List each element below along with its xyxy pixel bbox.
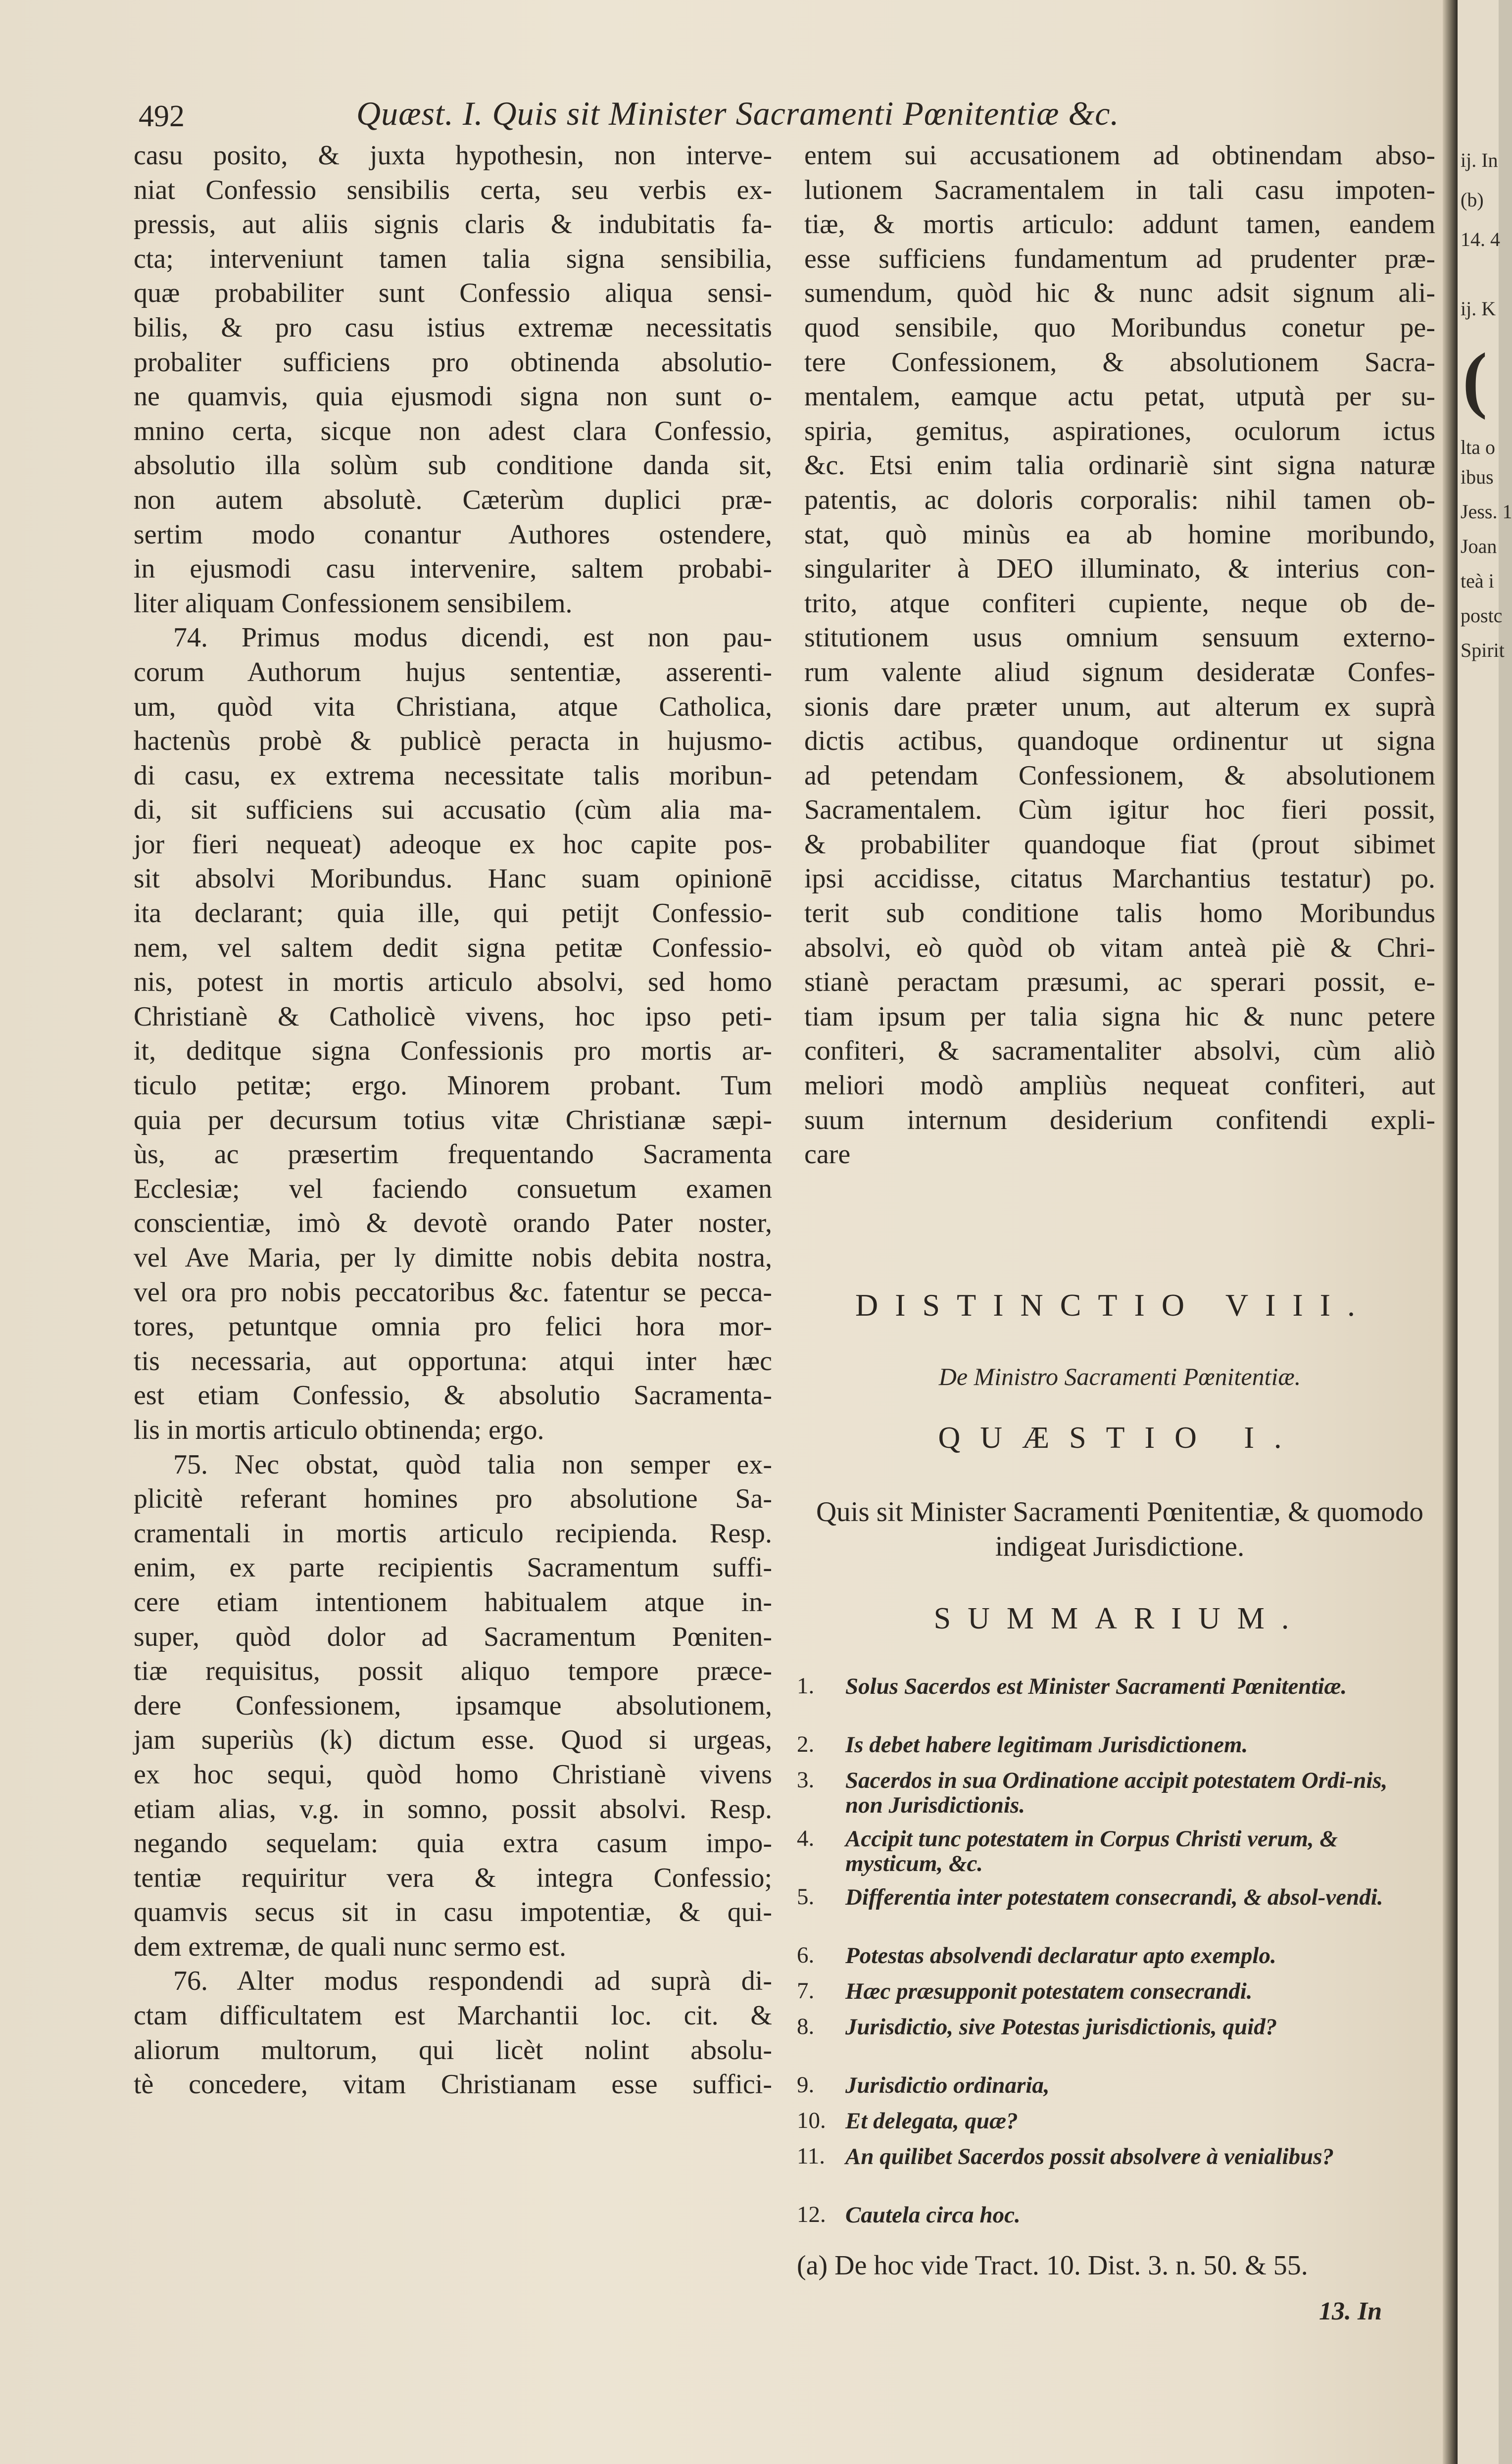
- summary-item: [797, 2009, 1435, 2067]
- summary-item-text: An quilibet Sacerdos possit absolvere à venialibus?: [845, 2144, 1334, 2169]
- text-line: jor fieri nequeat) adeoque ex hoc capite pos-: [134, 829, 772, 860]
- text-line: cere etiam intentionem habitualem atque in-: [134, 1586, 772, 1618]
- distinctio-heading: DISTINCTIO VIII.: [855, 1287, 1372, 1323]
- text-line: ad petendam Confessionem, & absolutionem: [804, 760, 1435, 791]
- right-text-column: [804, 139, 1435, 1172]
- text-line: tere Confessionem, & absolutionem Sacra-: [804, 346, 1435, 378]
- summary-item-number: 12.: [797, 2202, 826, 2227]
- text-line: niat Confessio sensibilis certa, seu verbis ex-: [134, 174, 772, 205]
- distinctio-subheading: De Ministro Sacramenti Pœnitentiæ.: [938, 1363, 1301, 1390]
- text-line: meliori modò ampliùs nequeat confiteri, aut: [804, 1070, 1435, 1101]
- text-line: Christianè & Catholicè vivens, hoc ipso peti-: [134, 1001, 772, 1032]
- text-line: dere Confessionem, ipsamque absolutionem,: [134, 1690, 772, 1721]
- text-line: stat, quò minùs ea ab homine moribundo,: [804, 519, 1435, 550]
- text-line: probaliter sufficiens pro obtinenda absolutio-: [134, 346, 772, 378]
- summary-item-text: Sacerdos in sua Ordinatione accipit potestatem Ordi-nis, non Jurisdictionis.: [845, 1768, 1388, 1818]
- text-line: Sacramentalem. Cùm igitur hoc fieri possit,: [804, 794, 1435, 826]
- text-line: spiria, gemitus, aspirationes, oculorum ictus: [804, 415, 1435, 446]
- text-line: quæ probabiliter sunt Confessio aliqua sensi-: [134, 278, 772, 309]
- summary-item: [797, 2103, 1435, 2138]
- text-line: stianè peractam præsumi, ac sperari possit, e-: [804, 967, 1435, 998]
- summary-item-number: 2.: [797, 1731, 815, 1757]
- running-head: [139, 94, 1326, 139]
- summary-item-number: 8.: [797, 2014, 815, 2039]
- text-line: ipsi accidisse, citatus Marchantius testatur) po.: [804, 863, 1435, 894]
- text-line: mentalem, eamque actu petat, utputà per su-: [804, 381, 1435, 412]
- text-line: di casu, ex extrema necessitate talis moribun-: [134, 760, 772, 791]
- text-line: trito, atque confiteri cupiente, neque ob de-: [804, 588, 1435, 619]
- summary-item-number: 7.: [797, 1978, 815, 2004]
- text-line: hactenùs probè & publicè peracta in hujusmo-: [134, 726, 772, 757]
- text-line: enim, ex parte recipientis Sacramentum suffi-: [134, 1552, 772, 1583]
- text-line: cramentali in mortis articulo recipienda. Resp.: [134, 1518, 772, 1549]
- text-line: & probabiliter quandoque fiat (prout sibimet: [804, 829, 1435, 860]
- text-line: ùs, ac præsertim frequentando Sacramenta: [134, 1139, 772, 1170]
- text-line: sumendum, quòd hic & nunc adsit signum ali-: [804, 278, 1435, 309]
- summary-item-text: Hæc præsupponit potestatem consecrandi.: [845, 1978, 1253, 2004]
- text-line: terit sub conditione talis homo Moribundus: [804, 898, 1435, 929]
- text-line: mnino certa, sicque non adest clara Confessio,: [134, 415, 772, 446]
- summary-item-number: 1.: [797, 1673, 815, 1699]
- text-line: tiæ requisitus, possit aliquo tempore præce-: [134, 1656, 772, 1687]
- text-line: ticulo petitæ; ergo. Minorem probant. Tum: [134, 1070, 772, 1101]
- text-line: ctam difficultatem est Marchantii loc. cit. &: [134, 2000, 772, 2031]
- adjacent-page-edge: ij. In (b) 14. 4 ij. K ( lta o ibus Jess. 1 Joan teà i postc Spirit: [1458, 0, 1499, 2464]
- quaestio-heading: QUÆSTIO I.: [938, 1421, 1302, 1455]
- text-line: um, quòd vita Christiana, atque Catholica,: [134, 691, 772, 722]
- text-line: singulariter à DEO illuminato, & interius con-: [804, 553, 1435, 585]
- text-line: tis necessaria, aut opportuna: atqui inter hæc: [134, 1345, 772, 1377]
- summary-item-text: Cautela circa hoc.: [845, 2202, 1021, 2228]
- text-line: cta; interveniunt tamen talia signa sensibilia,: [134, 243, 772, 274]
- summary-item-text: Potestas absolvendi declaratur apto exemplo.: [845, 1943, 1276, 1969]
- text-line: plicitè referant homines pro absolutione Sa-: [134, 1483, 772, 1515]
- summary-item: [797, 2067, 1435, 2103]
- summary-item-text: Jurisdictio, sive Potestas jurisdictionis, quid?: [845, 2014, 1277, 2040]
- text-line: etiam alias, v.g. in somno, possit absolvi. Resp.: [134, 1793, 772, 1824]
- text-line: lis in mortis articulo obtinenda; ergo.: [134, 1414, 544, 1445]
- text-line: vel Ave Maria, per ly dimitte nobis debita nostra,: [134, 1242, 772, 1273]
- summary-item: [797, 1937, 1435, 1973]
- text-line: conscientiæ, imò & devotè orando Pater noster,: [134, 1208, 772, 1239]
- text-line: bilis, & pro casu istius extremæ necessitatis: [134, 312, 772, 343]
- text-line: esse sufficiens fundamentum ad prudenter præ-: [804, 243, 1435, 274]
- text-line: est etiam Confessio, & absolutio Sacramenta-: [134, 1380, 772, 1411]
- text-line: 74. Primus modus dicendi, est non pau-: [173, 622, 772, 653]
- catchword: 13. In: [1319, 2297, 1382, 2325]
- footnote: (a) De hoc vide Tract. 10. Dist. 3. n. 50. & 55.: [797, 2250, 1308, 2281]
- text-line: stitutionem usus omnium sensuum externo-: [804, 622, 1435, 653]
- running-title: Quæst. I. Quis sit Minister Sacramenti Pœnitentiæ &c.: [356, 95, 1120, 132]
- text-line: sionis dare præter unum, aut alterum ex suprà: [804, 691, 1435, 722]
- text-line: care: [804, 1139, 851, 1170]
- text-line: sit absolvi Moribundus. Hanc suam opinionē: [134, 863, 772, 894]
- summary-item-number: 10.: [797, 2108, 826, 2133]
- text-line: Ecclesiæ; vel faciendo consuetum examen: [134, 1173, 772, 1204]
- text-line: nem, vel saltem dedit signa petitæ Confessio-: [134, 932, 772, 963]
- summary-item-number: 11.: [797, 2143, 826, 2169]
- text-line: vel ora pro nobis peccatoribus &c. fatentur se pecca-: [134, 1277, 772, 1308]
- book-gutter: [1443, 0, 1458, 2464]
- summary-item: [797, 1762, 1435, 1821]
- summary-item-number: 5.: [797, 1884, 815, 1910]
- summary-item: [797, 1821, 1435, 1879]
- text-line: aliorum multorum, qui licèt nolint absolu-: [134, 2034, 772, 2066]
- text-line: lutionem Sacramentalem in tali casu impoten-: [804, 174, 1435, 205]
- text-line: super, quòd dolor ad Sacramentum Pœniten-: [134, 1621, 772, 1652]
- summary-item: [797, 1973, 1435, 2009]
- text-line: in ejusmodi casu intervenire, saltem probabi-: [134, 553, 772, 585]
- text-line: tè concedere, vitam Christianam esse suffici-: [134, 2069, 772, 2100]
- text-line: casu posito, & juxta hypothesin, non interve-: [134, 140, 772, 171]
- summary-item-number: 4.: [797, 1825, 815, 1851]
- text-line: patentis, ac doloris corporalis: nihil tamen ob-: [804, 484, 1435, 515]
- text-line: absolutio illa solùm sub conditione danda sit,: [134, 450, 772, 481]
- summary-list: [797, 1668, 1435, 2232]
- text-line: tores, petuntque omnia pro felici hora mor-: [134, 1311, 772, 1342]
- summary-item-text: Accipit tunc potestatem in Corpus Christi verum, & mysticum, &c.: [845, 1826, 1338, 1876]
- summary-item: [797, 1726, 1435, 1762]
- text-line: 76. Alter modus respondendi ad suprà di-: [173, 1966, 772, 1997]
- text-line: rum valente aliud signum desideratæ Confes-: [804, 656, 1435, 688]
- summary-item-text: Et delegata, quæ?: [845, 2108, 1018, 2134]
- text-line: ex hoc sequi, quòd homo Christianè vivens: [134, 1759, 772, 1790]
- text-line: negando sequelam: quia extra casum impo-: [134, 1828, 772, 1859]
- text-line: absolvi, eò quòd ob vitam anteà piè & Chri-: [804, 932, 1435, 963]
- summary-item-text: Differentia inter potestatem consecrandi, & absol-vendi.: [845, 1884, 1383, 1910]
- text-line: di, sit sufficiens sui accusatio (cùm alia ma-: [134, 794, 772, 826]
- text-line: nis, potest in mortis articulo absolvi, sed homo: [134, 967, 772, 998]
- text-line: sertim modo conantur Authores ostendere,: [134, 519, 772, 550]
- text-line: jam superiùs (k) dictum esse. Quod si urgeas,: [134, 1725, 772, 1756]
- text-line: &c. Etsi enim talia ordinariè sint signa naturæ: [804, 450, 1435, 481]
- text-line: 75. Nec obstat, quòd talia non semper ex-: [173, 1449, 772, 1480]
- summary-item-text: Jurisdictio ordinaria,: [845, 2072, 1050, 2098]
- summarium-heading: SUMMARIUM.: [933, 1602, 1306, 1635]
- text-line: liter aliquam Confessionem sensibilem.: [134, 588, 573, 619]
- summary-item-text: Solus Sacerdos est Minister Sacramenti Pœnitentiæ.: [845, 1674, 1347, 1699]
- text-line: quia per decursum totius vitæ Christianæ sæpi-: [134, 1104, 772, 1135]
- text-line: ne quamvis, quia ejusmodi signa non sunt o-: [134, 381, 772, 412]
- summary-item: [797, 2138, 1435, 2197]
- text-line: tiam ipsum per talia signa hic & nunc petere: [804, 1001, 1435, 1032]
- text-line: suum internum desiderium confitendi expli-: [804, 1104, 1435, 1135]
- text-line: quamvis secus sit in casu impotentiæ, & qui-: [134, 1897, 772, 1928]
- text-line: tentiæ requiritur vera & integra Confessio;: [134, 1862, 772, 1893]
- text-line: dictis actibus, quandoque ordinentur ut signa: [804, 726, 1435, 757]
- text-line: quod sensibile, quo Moribundus conetur pe-: [804, 312, 1435, 343]
- text-line: confiteri, & sacramentaliter absolvi, cùm aliò: [804, 1035, 1435, 1067]
- text-line: it, deditque signa Confessionis pro mortis ar-: [134, 1035, 772, 1067]
- summary-item-text: Is debet habere legitimam Jurisdictionem.: [845, 1732, 1248, 1758]
- summary-item-number: 3.: [797, 1767, 815, 1793]
- text-line: pressis, aut aliis signis claris & indubitatis fa-: [134, 209, 772, 240]
- summary-item: [797, 1879, 1435, 1937]
- summary-item: [797, 2197, 1435, 2232]
- text-line: entem sui accusationem ad obtinendam abso-: [804, 140, 1435, 171]
- text-line: ita declarant; quia ille, qui petijt Confessio-: [134, 898, 772, 929]
- quaestio-title: Quis sit Minister Sacramenti Pœnitentiæ, & quomodo indigeat Jurisdictione.: [816, 1496, 1424, 1562]
- left-text-column: [134, 139, 772, 2102]
- summary-item: [797, 1668, 1435, 1726]
- text-line: dem extremæ, de quali nunc sermo est.: [134, 1931, 566, 1962]
- text-line: corum Authorum hujus sententiæ, asserenti-: [134, 656, 772, 688]
- text-line: tiæ, & mortis articulo: addunt tamen, eandem: [804, 209, 1435, 240]
- summary-item-number: 9.: [797, 2072, 815, 2098]
- page-number: 492: [139, 99, 185, 133]
- summary-item-number: 6.: [797, 1942, 815, 1968]
- text-line: non autem absolutè. Cæterùm duplici præ-: [134, 484, 772, 515]
